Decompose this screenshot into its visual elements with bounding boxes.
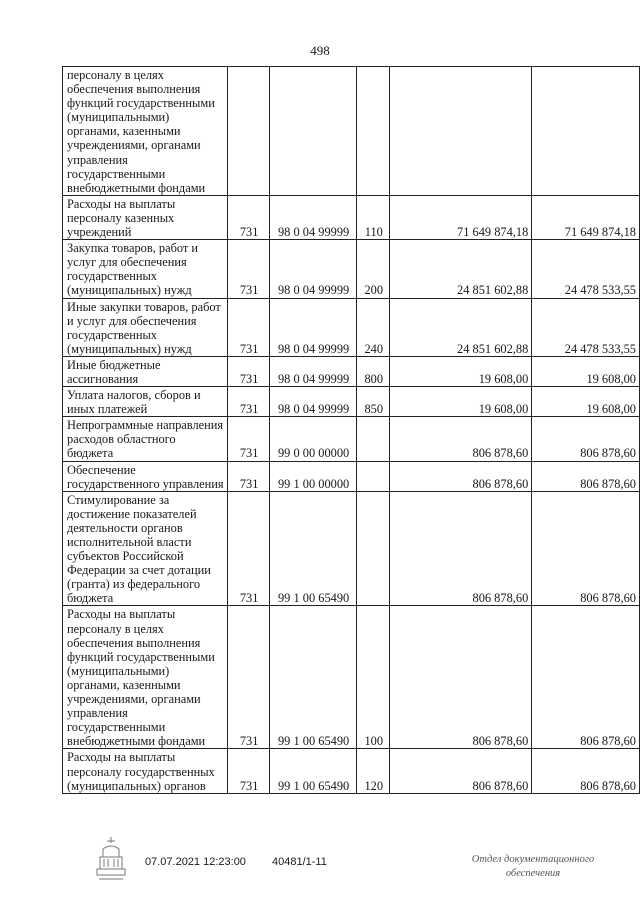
row-expense-type: 100 bbox=[357, 606, 390, 749]
row-department-code: 731 bbox=[228, 240, 269, 298]
emblem-icon bbox=[95, 835, 127, 883]
row-target-article: 98 0 04 99999 bbox=[269, 387, 357, 417]
row-name: Расходы на выплаты персоналу государственных (муниципальных) органов bbox=[63, 749, 228, 793]
row-name: Иные бюджетные ассигнования bbox=[63, 356, 228, 386]
row-expense-type: 800 bbox=[357, 356, 390, 386]
row-target-article: 98 0 04 99999 bbox=[269, 195, 357, 239]
row-target-article: 99 1 00 00000 bbox=[269, 461, 357, 491]
row-expense-type bbox=[357, 67, 390, 196]
row-department-code: 731 bbox=[228, 417, 269, 461]
table-row bbox=[63, 606, 640, 749]
row-amount-2: 19 608,00 bbox=[532, 356, 640, 386]
row-target-article: 99 1 00 65490 bbox=[269, 749, 357, 793]
row-department-code: 731 bbox=[228, 491, 269, 606]
row-target-article: 98 0 04 99999 bbox=[269, 356, 357, 386]
row-amount-2: 24 478 533,55 bbox=[532, 240, 640, 298]
footer-doc-number: 40481/1-11 bbox=[272, 856, 327, 868]
row-target-article: 98 0 04 99999 bbox=[269, 298, 357, 356]
page-number: 498 bbox=[310, 43, 330, 58]
row-department-code: 731 bbox=[228, 356, 269, 386]
row-amount-1 bbox=[390, 67, 532, 196]
row-target-article: 99 1 00 65490 bbox=[269, 491, 357, 606]
table-row bbox=[63, 195, 640, 239]
table-row bbox=[63, 749, 640, 793]
row-amount-1: 19 608,00 bbox=[390, 356, 532, 386]
row-expense-type bbox=[357, 461, 390, 491]
department-stamp: Отдел документационного обеспечения bbox=[471, 854, 595, 879]
row-name: Расходы на выплаты персоналу в целях обеспечения выполнения функций государственными (муниципальными) органами, казенными учреждениями, органами управления государственными внебюджетными фондами bbox=[63, 606, 228, 749]
row-name: персоналу в целях обеспечения выполнения функций государственными (муниципальными) органами, казенными учреждениями, органами управления государственными внебюджетными фондами bbox=[63, 67, 228, 196]
table-row bbox=[63, 417, 640, 461]
row-name: Иные закупки товаров, работ и услуг для обеспечения государственных (муниципальных) нужд bbox=[63, 298, 228, 356]
row-amount-1: 24 851 602,88 bbox=[390, 298, 532, 356]
row-amount-1: 24 851 602,88 bbox=[390, 240, 532, 298]
row-expense-type bbox=[357, 417, 390, 461]
row-department-code: 731 bbox=[228, 606, 269, 749]
row-amount-1: 71 649 874,18 bbox=[390, 195, 532, 239]
row-amount-1: 806 878,60 bbox=[390, 606, 532, 749]
row-name: Закупка товаров, работ и услуг для обеспечения государственных (муниципальных) нужд bbox=[63, 240, 228, 298]
row-target-article bbox=[269, 67, 357, 196]
table-row bbox=[63, 387, 640, 417]
row-target-article: 99 0 00 00000 bbox=[269, 417, 357, 461]
row-department-code bbox=[228, 67, 269, 196]
row-amount-1: 806 878,60 bbox=[390, 461, 532, 491]
row-amount-2 bbox=[532, 67, 640, 196]
budget-table-body bbox=[63, 67, 640, 794]
row-amount-2: 24 478 533,55 bbox=[532, 298, 640, 356]
table-row bbox=[63, 356, 640, 386]
row-name: Расходы на выплаты персоналу казенных учреждений bbox=[63, 195, 228, 239]
budget-table bbox=[62, 66, 640, 794]
table-row bbox=[63, 240, 640, 298]
row-expense-type: 240 bbox=[357, 298, 390, 356]
row-department-code: 731 bbox=[228, 195, 269, 239]
row-expense-type bbox=[357, 491, 390, 606]
row-target-article: 98 0 04 99999 bbox=[269, 240, 357, 298]
table-row bbox=[63, 67, 640, 196]
footer-date: 07.07.2021 12:23:00 bbox=[145, 856, 246, 868]
row-amount-2: 71 649 874,18 bbox=[532, 195, 640, 239]
row-name: Уплата налогов, сборов и иных платежей bbox=[63, 387, 228, 417]
table-row bbox=[63, 461, 640, 491]
row-expense-type: 120 bbox=[357, 749, 390, 793]
row-amount-1: 806 878,60 bbox=[390, 749, 532, 793]
row-department-code: 731 bbox=[228, 461, 269, 491]
row-amount-1: 806 878,60 bbox=[390, 491, 532, 606]
row-expense-type: 110 bbox=[357, 195, 390, 239]
row-name: Обеспечение государственного управления bbox=[63, 461, 228, 491]
row-expense-type: 200 bbox=[357, 240, 390, 298]
table-row bbox=[63, 298, 640, 356]
row-name: Стимулирование за достижение показателей деятельности органов исполнительной власти субъектов Российской Федерации за счет дотации (гранта) из федерального бюджета bbox=[63, 491, 228, 606]
row-amount-1: 806 878,60 bbox=[390, 417, 532, 461]
row-department-code: 731 bbox=[228, 298, 269, 356]
row-amount-2: 806 878,60 bbox=[532, 749, 640, 793]
row-amount-2: 806 878,60 bbox=[532, 606, 640, 749]
row-name: Непрограммные направления расходов областного бюджета bbox=[63, 417, 228, 461]
table-row bbox=[63, 491, 640, 606]
row-amount-1: 19 608,00 bbox=[390, 387, 532, 417]
row-department-code: 731 bbox=[228, 749, 269, 793]
row-target-article: 99 1 00 65490 bbox=[269, 606, 357, 749]
row-expense-type: 850 bbox=[357, 387, 390, 417]
row-amount-2: 806 878,60 bbox=[532, 417, 640, 461]
row-amount-2: 19 608,00 bbox=[532, 387, 640, 417]
row-amount-2: 806 878,60 bbox=[532, 461, 640, 491]
row-amount-2: 806 878,60 bbox=[532, 491, 640, 606]
row-department-code: 731 bbox=[228, 387, 269, 417]
